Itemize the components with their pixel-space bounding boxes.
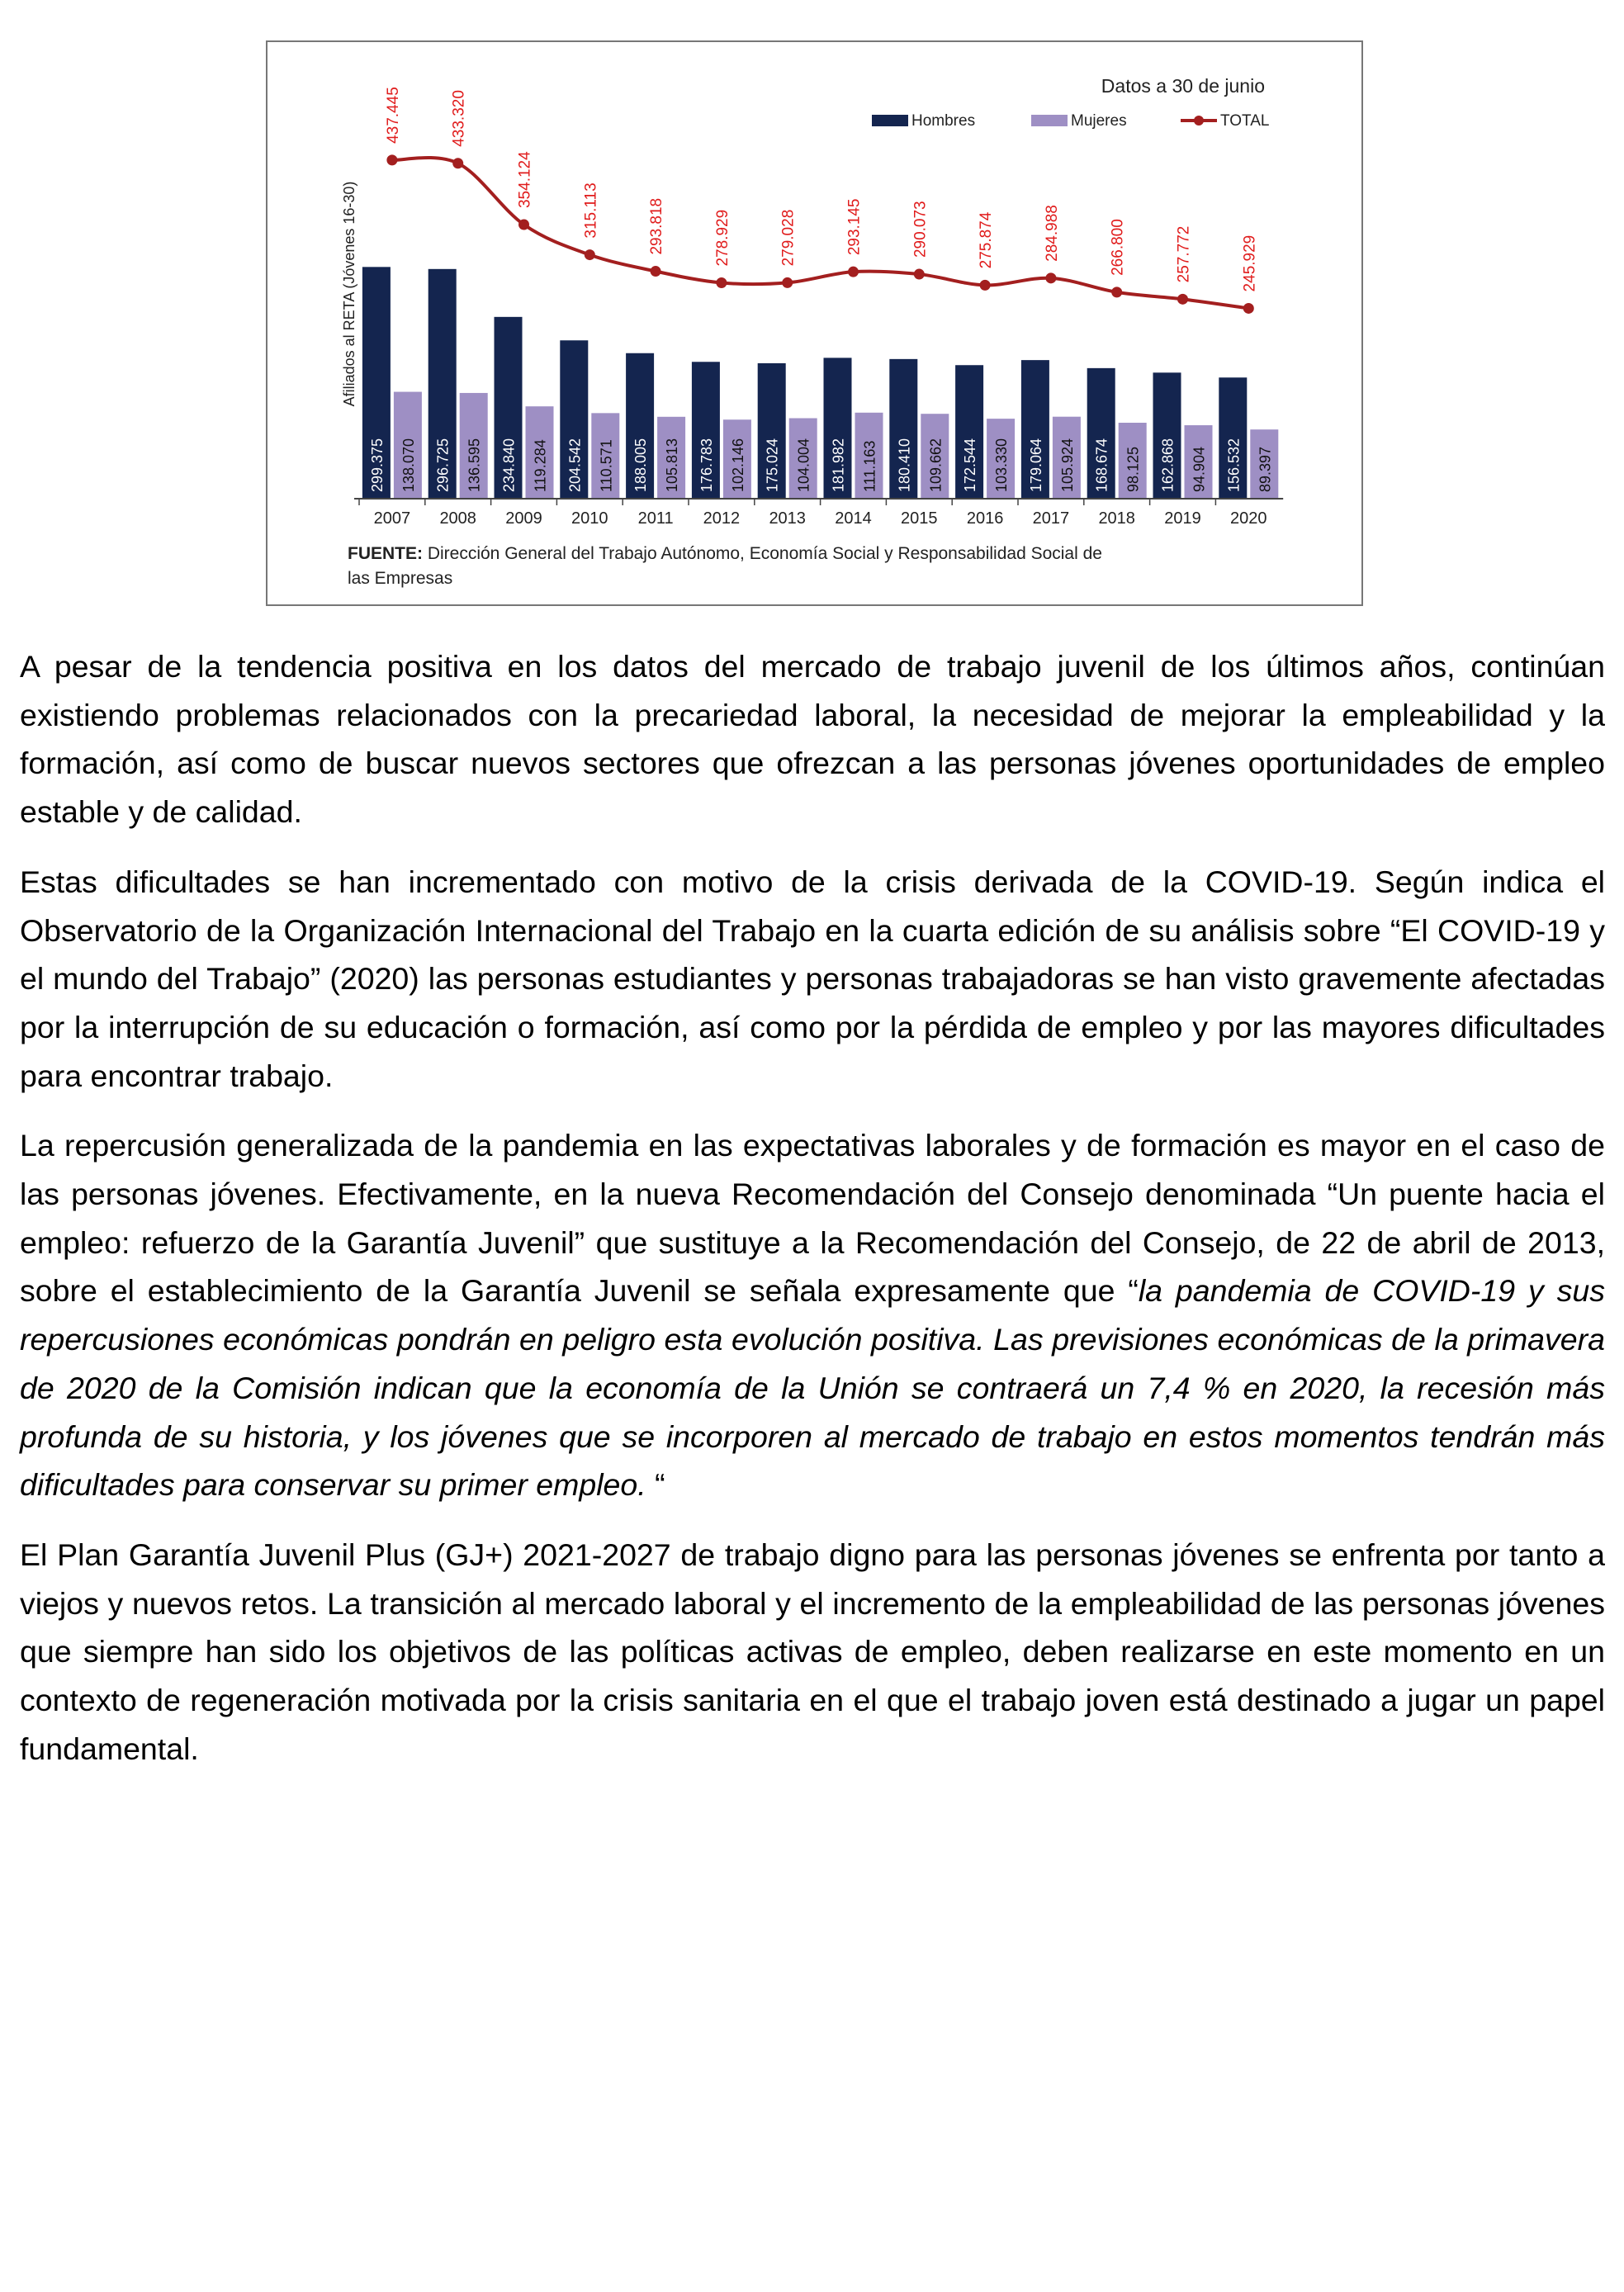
x-tick-label-2010: 2010 (571, 509, 608, 528)
chart-source-text: Dirección General del Trabajo Autónomo, Economía Social y Responsabilidad Social de (423, 544, 1102, 563)
chart-figure (266, 40, 1363, 606)
x-tick-label-2020: 2020 (1230, 509, 1267, 528)
x-tick-label-2007: 2007 (373, 509, 411, 528)
total-label-2017: 284.988 (1043, 205, 1061, 262)
legend-label-mujeres: Mujeres (1071, 112, 1127, 130)
chart-source-line2: las Empresas (348, 569, 453, 588)
bar-label-hombres-2007: 299.375 (368, 438, 386, 492)
bar-label-mujeres-2017: 105.924 (1058, 438, 1076, 492)
total-point-2007 (386, 154, 397, 165)
total-point-2016 (980, 280, 991, 291)
bar-label-hombres-2012: 176.783 (698, 438, 715, 492)
total-label-2010: 315.113 (582, 182, 600, 239)
x-tick-label-2013: 2013 (769, 509, 806, 528)
legend-swatch-hombres (872, 115, 908, 126)
bar-label-mujeres-2016: 103.330 (993, 438, 1011, 492)
paragraph-3 (20, 1121, 1605, 1509)
total-label-2019: 257.772 (1175, 225, 1193, 283)
x-tick-label-2019: 2019 (1164, 509, 1201, 528)
total-point-2008 (452, 158, 463, 168)
bar-label-mujeres-2010: 110.571 (598, 439, 615, 492)
total-label-2014: 293.145 (845, 198, 864, 256)
bar-label-hombres-2019: 162.868 (1159, 438, 1177, 492)
total-point-2012 (716, 277, 727, 288)
bar-label-hombres-2017: 179.064 (1027, 438, 1044, 492)
total-point-2015 (914, 269, 925, 280)
chart-source (348, 544, 1102, 563)
paragraph-3-quote: la pandemia de COVID-19 y sus repercusiones económicas pondrán en peligro esta evolución positiva. Las previsiones económicas de la primavera de 2020 de la Comisión indican que la economía de la Unión se contraerá un 7,4 % en 2020, la recesión más profunda de su historia, y los jóvenes que se incorporen al mercado de trabajo en estos momentos tendrán más dificultades para conservar su primer empleo. (20, 1273, 1605, 1503)
bar-label-hombres-2018: 168.674 (1093, 438, 1110, 492)
total-point-2011 (651, 266, 661, 277)
bar-label-hombres-2020: 156.532 (1225, 438, 1243, 492)
total-line-layer (385, 87, 1258, 314)
total-point-2014 (848, 267, 859, 277)
chart-svg (268, 42, 1361, 604)
total-point-2019 (1177, 294, 1188, 305)
total-point-2009 (518, 220, 529, 230)
bar-label-hombres-2016: 172.544 (962, 438, 979, 492)
x-axis (354, 499, 1283, 528)
legend (872, 112, 1269, 130)
x-tick-label-2008: 2008 (439, 509, 476, 528)
x-tick-label-2017: 2017 (1032, 509, 1070, 528)
total-label-2016: 275.874 (978, 211, 996, 269)
bar-label-mujeres-2011: 105.813 (664, 438, 681, 492)
x-tick-label-2015: 2015 (901, 509, 938, 528)
y-axis-label: Afiliados al RETA (Jóvenes 16-30) (341, 181, 357, 407)
total-label-2020: 245.929 (1241, 234, 1259, 292)
x-tick-label-2011: 2011 (637, 509, 674, 528)
bar-label-hombres-2015: 180.410 (896, 438, 913, 492)
paragraph-1: A pesar de la tendencia positiva en los datos del mercado de trabajo juvenil de los últimos años, continúan existiendo problemas relacionados con la precariedad laboral, la necesidad de mejorar la empleabilidad y la formación, así como de buscar nuevos sectores que ofrezcan a las personas jóvenes oportunidades de empleo estable y de calidad. (20, 649, 1605, 830)
total-label-2008: 433.320 (450, 90, 468, 147)
total-label-2013: 279.028 (779, 209, 798, 267)
paragraph-2: Estas dificultades se han incrementado con motivo de la crisis derivada de la COVID-19. Según indica el Observatorio de la Organización Internacional del Trabajo en la cuarta edición de su análisis sobre “El COVID-19 y el mundo del Trabajo” (2020) las personas estudiantes y personas trabajadoras se han visto gravemente afectadas por la interrupción de su educación o formación, así como por la pérdida de empleo y por las mayores dificultades para encontrar trabajo. (20, 864, 1605, 1093)
total-label-2018: 266.800 (1109, 219, 1127, 276)
bar-label-mujeres-2014: 111.163 (861, 440, 878, 492)
total-label-2012: 278.929 (713, 209, 732, 267)
bar-label-mujeres-2019: 94.904 (1191, 446, 1208, 492)
bar-label-mujeres-2012: 102.146 (729, 438, 746, 492)
total-point-2010 (585, 249, 595, 260)
body-text (20, 642, 1605, 1794)
x-tick-label-2009: 2009 (505, 509, 542, 528)
total-point-2013 (782, 277, 793, 288)
paragraph-4: El Plan Garantía Juvenil Plus (GJ+) 2021-2027 de trabajo digno para las personas jóvenes se enfrenta por tanto a viejos y nuevos retos. La transición al mercado laboral y el incremento de la empleabilidad de las personas jóvenes que siempre han sido los objetivos de las políticas activas de empleo, deben realizarse en este momento en un contexto de regeneración motivada por la crisis sanitaria en el que el trabajo joven está destinado a jugar un papel fundamental. (20, 1537, 1605, 1766)
bar-label-mujeres-2013: 104.004 (795, 438, 812, 492)
legend-label-total: TOTAL (1220, 112, 1270, 130)
legend-swatch-mujeres (1031, 115, 1068, 126)
paragraph-3-intro: La repercusión generalizada de la pandemia en las expectativas laborales y de formación es mayor en el caso de las personas jóvenes. Efectivamente, en la nueva Recomendación del Consejo denominada “Un puente hacia el empleo: refuerzo de la Garantía Juvenil” que sustituye a la Recomendación del Consejo, de 22 de abril de 2013, sobre el establecimiento de la Garantía Juvenil se señala expresamente que “ (20, 1128, 1605, 1309)
x-tick-label-2012: 2012 (703, 509, 741, 528)
bar-label-hombres-2008: 296.725 (434, 438, 452, 492)
paragraph-3-closing-quote: “ (646, 1467, 665, 1503)
bar-label-hombres-2010: 204.542 (566, 438, 584, 492)
total-point-2018 (1111, 286, 1122, 297)
bar-label-hombres-2009: 234.840 (500, 438, 518, 492)
legend-label-hombres: Hombres (911, 112, 976, 130)
legend-marker-total (1194, 116, 1204, 125)
bar-label-mujeres-2007: 138.070 (400, 438, 417, 492)
bar-label-mujeres-2015: 109.662 (927, 438, 945, 492)
bar-label-mujeres-2009: 119.284 (532, 439, 549, 492)
total-label-2015: 290.073 (911, 201, 930, 258)
total-point-2020 (1243, 303, 1254, 314)
bar-label-hombres-2014: 181.982 (830, 438, 847, 492)
total-label-2009: 354.124 (516, 151, 534, 209)
bar-label-mujeres-2020: 89.397 (1257, 446, 1274, 492)
x-tick-label-2018: 2018 (1098, 509, 1135, 528)
x-tick-label-2016: 2016 (966, 509, 1004, 528)
total-point-2017 (1045, 272, 1056, 283)
chart-title: Datos a 30 de junio (1101, 75, 1265, 97)
bar-label-mujeres-2018: 98.125 (1124, 446, 1142, 492)
bar-label-hombres-2013: 175.024 (764, 438, 781, 492)
bar-label-hombres-2011: 188.005 (632, 438, 650, 492)
total-label-2011: 293.818 (648, 197, 666, 255)
chart-source-label: FUENTE: (348, 544, 423, 563)
bar-label-mujeres-2008: 136.595 (466, 438, 483, 492)
x-tick-label-2014: 2014 (835, 509, 872, 528)
total-label-2007: 437.445 (384, 87, 402, 144)
